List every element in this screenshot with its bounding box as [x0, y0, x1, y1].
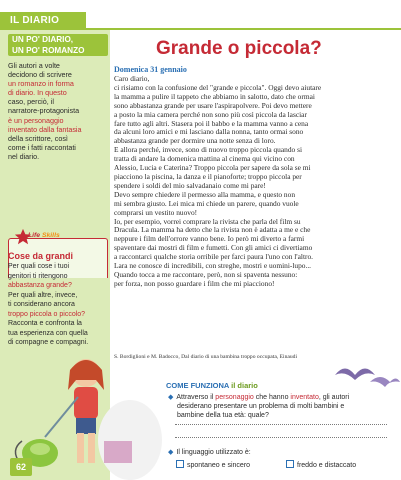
option-spontaneous[interactable]: spontaneo e sincero — [176, 460, 250, 469]
box-line: Per quali altre, invece, — [8, 291, 78, 299]
life-skills-tag: Life Skills — [28, 232, 60, 239]
intro-line: Gli autori a volte — [8, 61, 60, 70]
banner-line: UN PO' DIARIO, — [12, 35, 74, 44]
section-tab: IL DIARIO — [0, 12, 86, 29]
bats-illustration — [330, 360, 401, 390]
box-line: Per quali cose i tuoi — [8, 263, 70, 270]
intro-line: inventato dalla fantasia — [8, 124, 82, 134]
intro-line: come i fatti raccontati — [8, 142, 76, 152]
diary-line: neppure i film dell'orrore vanno bene. Io però mi diverto a farmi — [114, 234, 305, 244]
bullet-icon: ◆ — [168, 394, 174, 401]
source-citation: S. Bordiglioni e M. Badocco, Dal diario di una bambina troppo occupata, Einaudi — [114, 354, 297, 360]
question-2: ◆ Il linguaggio utilizzato è: — [168, 449, 251, 456]
diary-line: Devo sempre chiedere il permesso alla mamma, e questo non — [114, 189, 296, 199]
intro-line: di diario. In questo — [8, 88, 67, 98]
checkbox[interactable] — [286, 460, 294, 468]
diary-line: ci risiamo con la confusione del "grande e piccola". Oggi devo aiutare — [114, 82, 322, 92]
box-line: genitori ti ritengono — [8, 272, 68, 280]
page-number: 62 — [10, 458, 32, 476]
diary-line: abbastanza grande per dormire una notte senza di loro. — [114, 136, 276, 146]
intro-line: è un personaggio — [8, 115, 64, 125]
diary-line: mi sembra giusto. Lei mica mi chiede un parere, quando vuole — [114, 198, 299, 208]
diary-line: Quando tocca a me raccontare, però, non si spaventa nessuno: — [114, 269, 298, 279]
diary-line: sono abbastanza grande per usare l'aspirapolvere. Poi devo mettere — [114, 100, 312, 110]
box-title: Cose da grandi — [8, 251, 74, 261]
diary-line: piacciono la piscina, la danza e il pianoforte; troppo piccola per — [114, 171, 302, 181]
box-line: Racconta e confronta la — [8, 320, 82, 327]
intro-line: un romanzo in forma — [8, 79, 74, 89]
page-title: Grande o piccola? — [156, 38, 322, 59]
box-line: abbastanza grande? — [8, 282, 72, 289]
box-line: troppo piccola o piccolo? — [8, 310, 86, 318]
diary-text — [114, 75, 384, 289]
box-line: ti considerano ancora — [8, 301, 75, 308]
section-heading: COME FUNZIONA il diario — [166, 381, 258, 390]
diary-line: Lara ne conosce di incredibili, con streghe, mostri e uomini-lupo... — [114, 261, 312, 271]
diary-line: spendere i soldi del mio salvadanaio come mi pare! — [114, 180, 266, 190]
diary-line: Dracula. La mamma ha detto che la rivista non è adatta a me e che — [114, 225, 311, 235]
diary-line: fare tutto agli altri. Stasera poi il babbo e la mamma vanno a cena — [114, 118, 309, 128]
answer-line[interactable] — [175, 424, 387, 425]
diary-line: per forza, non posso guardare i film che mi piacciono! — [114, 278, 275, 288]
box-line: tua esperienza con quella — [8, 329, 88, 337]
intro-line: caso, perciò, il — [8, 97, 54, 107]
diary-date: Domenica 31 gennaio — [114, 65, 187, 74]
question-1: ◆ Attraverso il personaggio che hanno inventato, gli autori desiderano presentare un problema di molti bambini e bambine della tua età: quale? — [168, 394, 350, 419]
diary-line: comprarsi un vestito nuovo! — [114, 207, 198, 217]
sidebar-banner — [8, 34, 108, 56]
bullet-icon: ◆ — [168, 449, 174, 456]
box-line: di compagne e compagni. — [8, 339, 89, 346]
diary-line: Alessio, Lucia e Caterina? Troppo piccola per sapere da sola se mi — [114, 163, 311, 173]
diary-line: Caro diario, — [114, 74, 150, 83]
intro-line: narratore-protagonista — [8, 106, 80, 116]
sidebar-intro — [8, 61, 108, 161]
answer-line[interactable] — [175, 437, 387, 438]
diary-line: a posto la mia camera perché non sono più così piccola da lasciar — [114, 109, 307, 119]
intro-line: nel diario. — [8, 151, 40, 161]
diary-line: a raccontarci qualche storia orribile per farci paura l'uno con l'altro. — [114, 252, 314, 262]
option-cold[interactable]: freddo e distaccato — [286, 460, 356, 469]
diary-line: da alcuni loro amici e mi lasciano dalla nonna, tanto ormai sono — [114, 127, 304, 137]
diary-line: Io, per esempio, vorrei comprare la rivista che parla del film su — [114, 216, 301, 226]
checkbox[interactable] — [176, 460, 184, 468]
intro-line: decidono di scrivere — [8, 70, 72, 80]
box-body — [8, 262, 111, 348]
diary-line: E allora perché, invece, sono di nuovo troppo piccola quando si — [114, 145, 302, 155]
banner-line: UN PO' ROMANZO — [12, 46, 85, 55]
diary-line: la mamma a pulire il tappeto che abbiamo in salotto, dato che ormai — [114, 91, 315, 101]
intro-line: della scrittore, così — [8, 133, 68, 143]
diary-line: tratta di andare la domenica mattina al cinema qui vicino con — [114, 154, 295, 164]
diary-line: spaventare dai mostri di film e fumetti. Con gli amici ci divertiamo — [114, 243, 313, 253]
